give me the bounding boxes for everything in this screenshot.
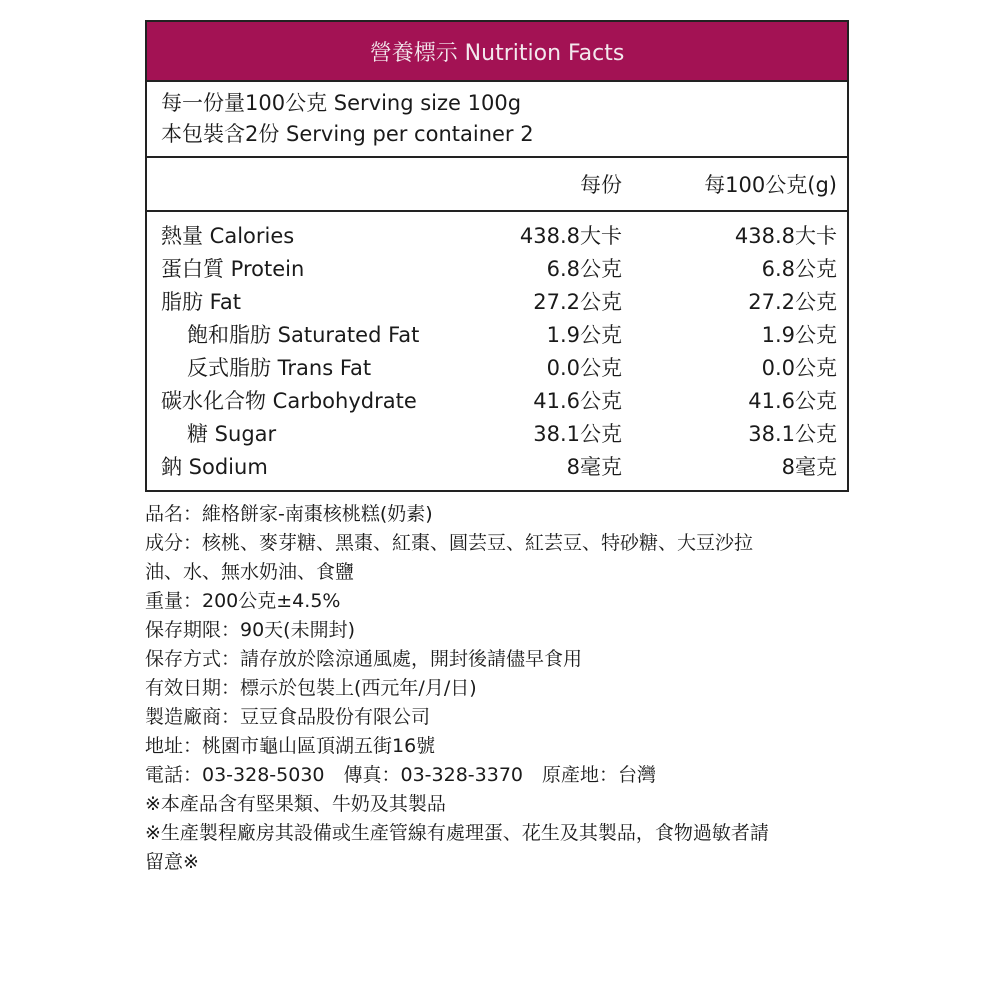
column-per-100g: 每100公克(g) [704,173,837,197]
weight-line: 重量：200公克±4.5% [145,590,341,612]
contact-line: 電話：03-328-5030 傳真：03-328-3370 原產地：台灣 [145,764,657,786]
nutrient-name: 鈉 Sodium [161,454,268,479]
nutrient-row-trans-fat [147,350,847,383]
nutrient-row-fat [147,284,847,317]
nutrient-per-serving: 38.1公克 [533,421,622,446]
nutrient-per-100g: 27.2公克 [748,289,837,314]
column-header [147,158,847,212]
nutrient-per-100g: 41.6公克 [748,388,837,413]
product-info [145,500,865,877]
manufacturer-line: 製造廠商：豆豆食品股份有限公司 [145,706,431,728]
servings-per-container: 本包裝含2份 Serving per container 2 [161,122,534,146]
nutrient-per-100g: 6.8公克 [761,256,837,281]
nutrient-per-serving: 6.8公克 [546,256,622,281]
nutrient-per-100g: 438.8大卡 [734,223,837,248]
allergen-warning-line: ※生產製程廠房其設備或生產管線有處理蛋、花生及其製品，食物過敏者請 [145,822,769,844]
nutrition-label [145,20,849,492]
ingredients-line-cont: 油、水、無水奶油、食鹽 [145,561,355,583]
nutrient-per-serving: 27.2公克 [533,289,622,314]
nutrient-row-sugar [147,416,847,449]
nutrient-row-saturated-fat [147,317,847,350]
nutrient-row-carbohydrate [147,383,847,416]
allergen-line: ※本產品含有堅果類、牛奶及其製品 [145,793,446,815]
nutrient-name: 熱量 Calories [161,223,295,248]
nutrient-per-100g: 0.0公克 [761,355,837,380]
nutrient-name: 脂肪 Fat [161,289,241,314]
nutrient-per-100g: 1.9公克 [761,322,837,347]
column-per-serving: 每份 [580,173,622,197]
nutrient-name: 蛋白質 Protein [161,256,305,281]
nutrient-per-serving: 0.0公克 [546,355,622,380]
nutrient-per-100g: 8毫克 [781,454,837,479]
nutrient-rows [147,212,847,490]
nutrient-per-serving: 438.8大卡 [519,223,622,248]
serving-info [147,82,847,158]
nutrient-name: 反式脂肪 Trans Fat [187,355,372,380]
nutrient-name: 飽和脂肪 Saturated Fat [187,322,420,347]
nutrient-per-100g: 38.1公克 [748,421,837,446]
nutrient-name: 碳水化合物 Carbohydrate [161,388,417,413]
nutrient-per-serving: 1.9公克 [546,322,622,347]
ingredients-line: 成分：核桃、麥芽糖、黑棗、紅棗、圓芸豆、紅芸豆、特砂糖、大豆沙拉 [145,532,754,554]
storage-line: 保存方式：請存放於陰涼通風處，開封後請儘早食用 [145,648,583,670]
nutrient-row-calories [147,218,847,251]
nutrient-per-serving: 41.6公克 [533,388,622,413]
address-line: 地址：桃園市龜山區頂湖五街16號 [145,735,436,757]
nutrient-row-protein [147,251,847,284]
allergen-warning-line-cont: 留意※ [145,851,199,873]
nutrient-row-sodium [147,449,847,482]
nutrient-per-serving: 8毫克 [566,454,622,479]
serving-size: 每一份量100公克 Serving size 100g [161,91,522,115]
shelf-life-line: 保存期限：90天(未開封) [145,619,356,641]
expiry-line: 有效日期：標示於包裝上(西元年/月/日) [145,677,477,699]
label-title: 營養標示 Nutrition Facts [147,22,847,82]
product-name-line: 品名：維格餅家-南棗核桃糕(奶素) [145,503,433,525]
nutrient-name: 糖 Sugar [187,421,277,446]
